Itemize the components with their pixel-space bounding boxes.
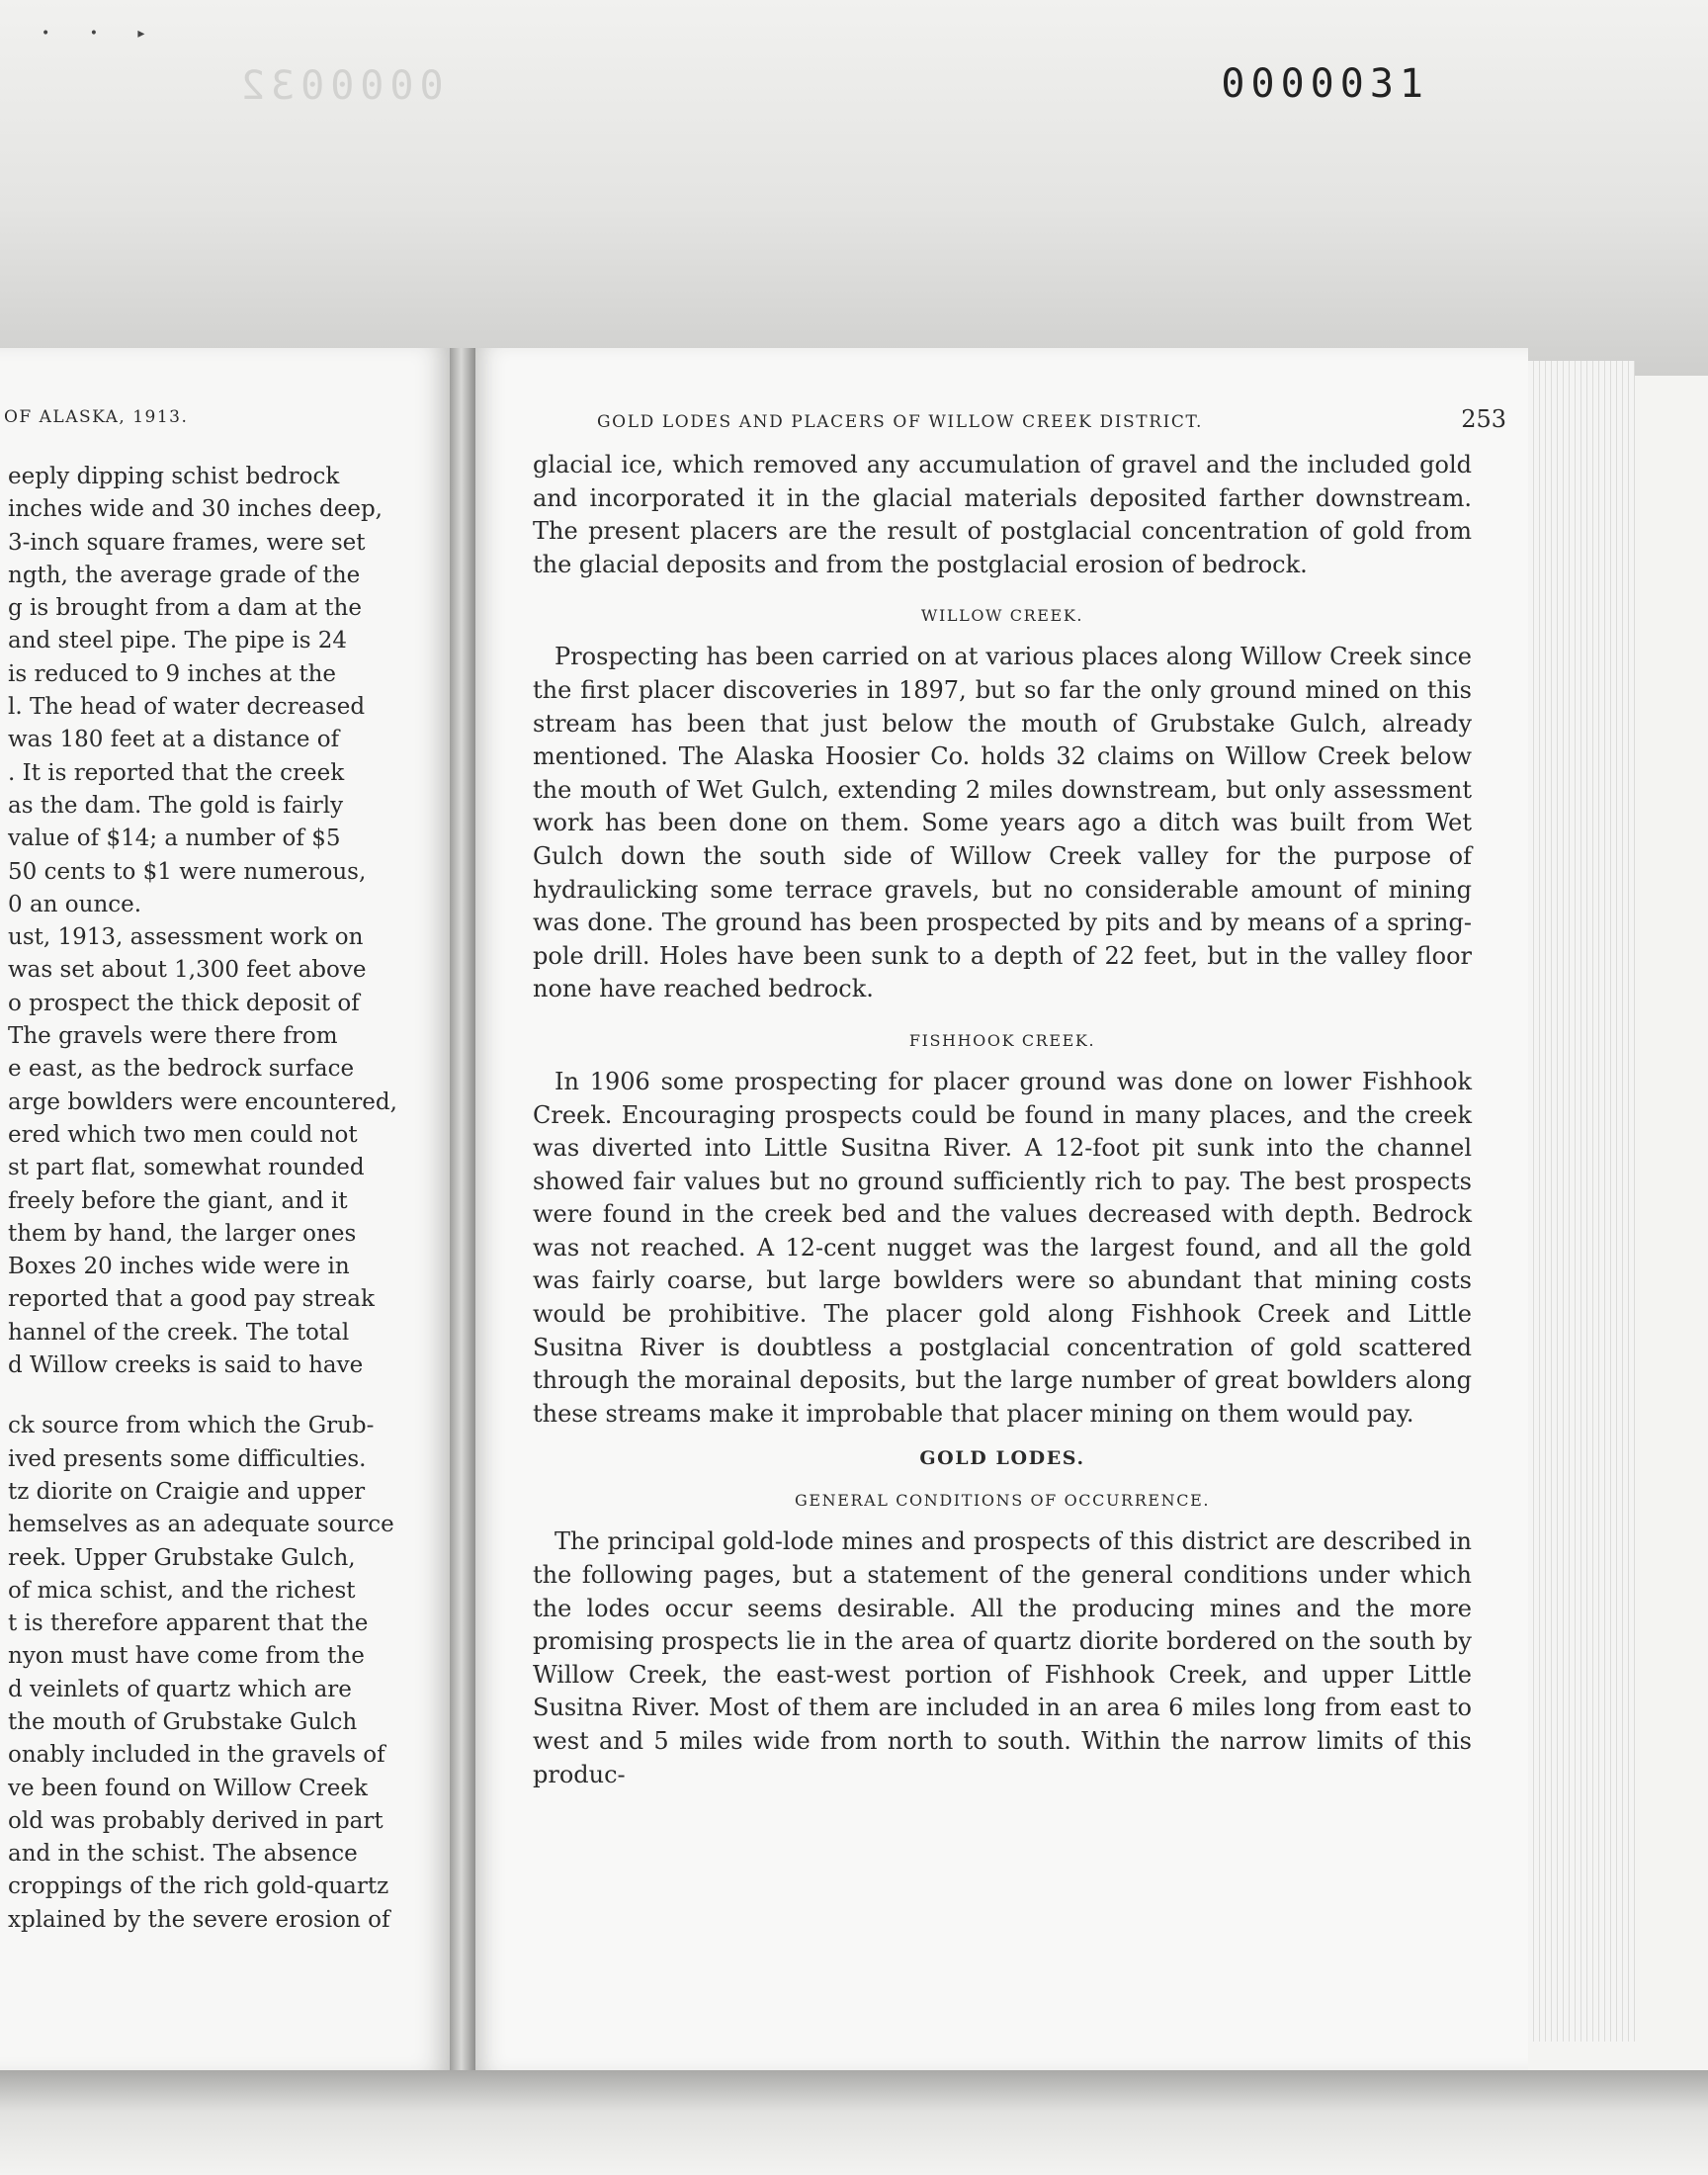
left-text-line: st part flat, somewhat rounded [8,1155,365,1181]
left-text-line: g is brought from a dam at the [8,595,362,622]
left-text-line: ust, 1913, assessment work on [8,924,364,951]
page-bottom-shadow [0,2070,1708,2175]
heading-gold-lodes: GOLD LODES. [919,1447,1085,1470]
left-text-line: is reduced to 9 inches at the [8,660,337,687]
left-text-line: arge bowlders were encountered, [8,1088,397,1115]
left-text-line: freely before the giant, and it [8,1187,348,1214]
left-text-line: reported that a good pay streak [8,1286,375,1313]
left-text-line: t is therefore apparent that the [8,1610,369,1637]
left-page-text [8,461,397,1937]
left-text-line: and steel pipe. The pipe is 24 [8,628,348,654]
right-page [475,348,1528,2070]
page-body [533,449,1472,1791]
left-text-line: hannel of the creek. The total [8,1319,350,1346]
left-text-line: ived presents some difficulties. [8,1445,367,1472]
left-text-line: of mica schist, and the richest [8,1577,356,1604]
heading-fishhook-creek: FISHHOOK CREEK. [908,1030,1096,1050]
left-text-line: nyon must have come from the [8,1643,365,1670]
left-text-line: d veinlets of quartz which are [8,1676,352,1702]
left-text-line: 0 an ounce. [8,891,142,917]
running-head [597,405,1506,433]
left-text-line: value of $14; a number of $5 [8,826,341,852]
left-running-head: OF ALASKA, 1913. [4,407,189,427]
paragraph-willow-creek: Prospecting has been carried on at various places along Willow Creek since the first placer discoveries in 1897, but so far the only ground mined on this stream has been that just below the mouth of Grubstake Gulch, already mentioned. The Alaska Hoosier Co. holds 32 claims on Willow Creek below the mouth of Wet Gulch, extending 2 miles downstream, but only assessment work has been done on them. Some years ago a ditch was built from Wet Gulch down the south side of Willow Creek valley for the purpose of hydraulicking some terrace gravels, but no considerable amount of mining was done. The ground has been prospected by pits and by means of a spring-pole drill. Holes have been sunk to a depth of 22 feet, but in the valley floor none have reached bedrock. [533,643,1472,1003]
left-text-line: The gravels were there from [8,1023,338,1050]
left-text-line: 3-inch square frames, were set [8,529,366,556]
left-text-line: xplained by the severe erosion of [8,1906,390,1933]
running-title: GOLD LODES AND PLACERS OF WILLOW CREEK DISTRICT. [597,412,1203,432]
left-text-line: . It is reported that the creek [8,759,345,786]
left-text-line: tz diorite on Craigie and upper [8,1478,366,1505]
left-text-line: inches wide and 30 inches deep, [8,496,383,523]
scan-specks: • • ▸ [42,26,163,42]
left-text-line: Boxes 20 inches wide were in [8,1254,350,1280]
left-text-line: 50 cents to $1 were numerous, [8,858,367,885]
left-text-line: as the dam. The gold is fairly [8,792,344,819]
left-text-line: and in the schist. The absence [8,1841,358,1868]
left-text-line: the mouth of Grubstake Gulch [8,1708,358,1735]
page-number: 253 [1461,405,1506,433]
heading-general-conditions: GENERAL CONDITIONS OF OCCURRENCE. [794,1491,1211,1511]
left-page [0,348,450,2070]
paragraph-glacial: glacial ice, which removed any accumulation of gravel and the included gold and incorporated it in the glacial materials deposited farther downstream. The present placers are the result of postglacial concentration of gold from the glacial deposits and from the postglacial erosion of bedrock. [533,451,1472,578]
paragraph-fishhook-creek: In 1906 some prospecting for placer ground was done on lower Fishhook Creek. Encouraging prospects could be found in many places, and the creek was diverted into Little Susitna River. A 12-foot pit sunk into the channel showed fair values but no ground sufficiently rich to pay. The best prospects were found in the creek bed and the values decreased with depth. Bedrock was not reached. A 12-cent nugget was the largest found, and all the gold was fairly coarse, but large bowlders were so abundant that mining costs would be prohibitive. The placer gold along Fishhook Creek and Little Susitna River is doubtless a postglacial concentration of gold scattered through the morainal deposits, but the large number of great bowlders along these streams make it improbable that placer mining on them would pay. [533,1067,1472,1428]
left-text-line: ck source from which the Grub- [8,1413,375,1439]
left-text-line: ve been found on Willow Creek [8,1775,368,1801]
left-text-line: was set about 1,300 feet above [8,957,367,984]
left-text-line: old was probably derived in part [8,1807,384,1834]
page-edges [1528,361,1635,2042]
document-number-stamp: 0000031 [1221,61,1429,107]
heading-willow-creek: WILLOW CREEK. [920,606,1084,626]
left-text-line: d Willow creeks is said to have [8,1352,364,1379]
left-text-line: o prospect the thick deposit of [8,990,360,1016]
left-text-line: was 180 feet at a distance of [8,727,340,753]
scan-background [0,0,1708,376]
left-text-line: croppings of the rich gold-quartz [8,1873,389,1900]
book-gutter [450,348,475,2070]
left-text-line: them by hand, the larger ones [8,1220,357,1247]
left-text-line: onably included in the gravels of [8,1742,385,1769]
left-text-line: eeply dipping schist bedrock [8,464,340,489]
left-text-line: reek. Upper Grubstake Gulch, [8,1544,356,1571]
left-text-line: ered which two men could not [8,1121,358,1148]
left-paragraph-gap [8,1382,397,1410]
left-text-line: l. The head of water decreased [8,694,366,721]
left-text-line: e east, as the bedrock surface [8,1056,355,1083]
bleed-through-stamp: 0000032 [235,63,444,109]
left-text-line: hemselves as an adequate source [8,1512,394,1538]
paragraph-general-conditions: The principal gold-lode mines and prospects of this district are described in the following pages, but a statement of the general conditions under which the lodes occur seems desirable. All the producing mines and the more promising prospects lie in the area of quartz diorite bordered on the south by Willow Creek, the east-west portion of Fishhook Creek, and upper Little Susitna River. Most of them are included in an area 6 miles long from east to west and 5 miles wide from north to south. Within the narrow limits of this produc- [533,1527,1472,1788]
left-text-line: ngth, the average grade of the [8,562,361,588]
